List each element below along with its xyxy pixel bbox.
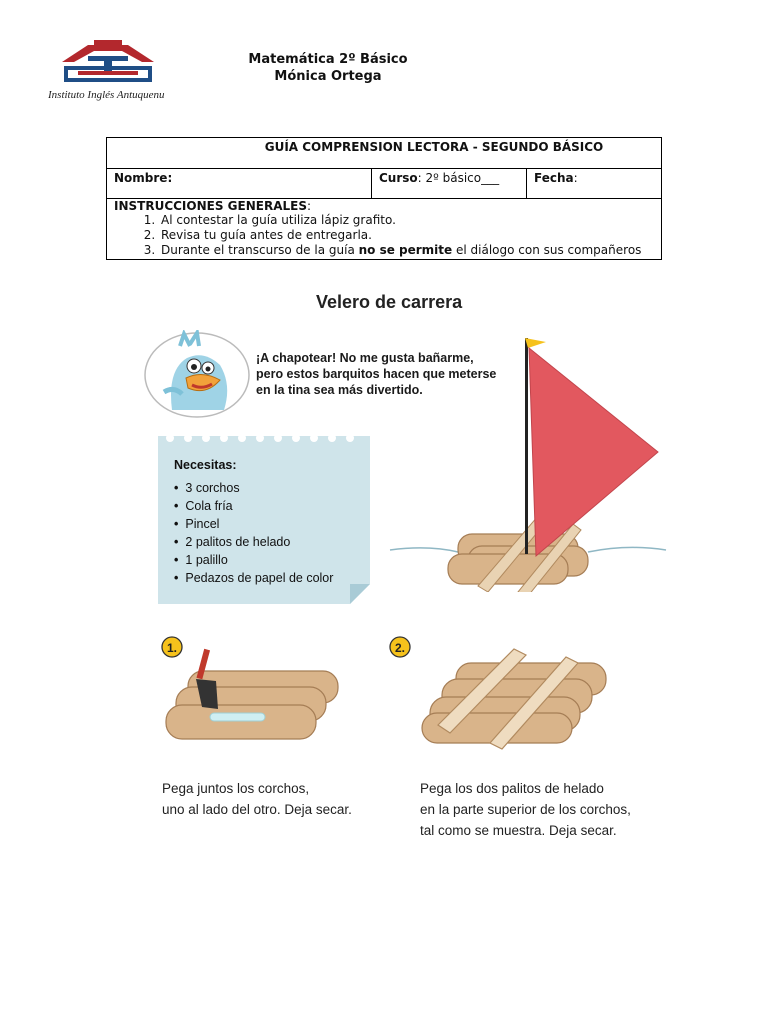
school-logo (58, 38, 158, 84)
material-item: • 3 corchos (174, 479, 333, 497)
course-field[interactable] (372, 169, 527, 199)
instructions-cell (107, 199, 662, 260)
material-item: • 1 palillo (174, 551, 333, 569)
teacher-name: Mónica Ortega (274, 69, 382, 84)
activity-title: Velero de carrera (316, 292, 463, 312)
date-value: : (573, 171, 578, 185)
instruction-item: 2. Revisa tu guía antes de entregarla. (159, 228, 654, 243)
step2-illustration (386, 635, 626, 755)
materials-list (174, 479, 333, 587)
date-label: Fecha (534, 171, 574, 185)
sailboat-illustration (388, 330, 668, 592)
step1-illustration (158, 635, 358, 755)
caption-line: Pega los dos palitos de helado (420, 781, 604, 796)
step1-number: 1. (166, 641, 178, 655)
guide-title-cell (107, 138, 662, 169)
caption-line: Pega juntos los corchos, (162, 781, 310, 796)
material-item: • Pedazos de papel de color (174, 569, 333, 587)
step2-caption (420, 778, 631, 841)
course-label: Curso (379, 171, 418, 185)
step2-number: 2. (394, 641, 406, 655)
instruction-emphasis: no se permite (358, 243, 453, 257)
name-field[interactable] (107, 169, 372, 199)
material-item: • 2 palitos de helado (174, 533, 333, 551)
subject-title: Matemática 2º Básico (248, 52, 408, 67)
material-item: • Pincel (174, 515, 333, 533)
instructions-list (114, 213, 654, 258)
speech-line: en la tina sea más divertido. (256, 383, 423, 397)
caption-line: tal como se muestra. Deja secar. (420, 823, 617, 838)
instruction-item (159, 243, 654, 258)
speech-line: pero estos barquitos hacen que meterse (256, 367, 497, 381)
document-header (228, 51, 428, 85)
course-value: : 2º básico___ (417, 171, 500, 185)
instructions-title: INSTRUCCIONES GENERALES (114, 199, 307, 213)
guide-title: GUÍA COMPRENSION LECTORA - SEGUNDO BÁSICO (264, 140, 604, 154)
speech-line: ¡A chapotear! No me gusta bañarme, (256, 351, 474, 365)
date-field[interactable] (527, 169, 662, 199)
instructions-colon: : (306, 199, 312, 213)
step1-caption (162, 778, 352, 820)
instruction-text: el diálogo con sus compañeros (452, 243, 642, 257)
name-label: Nombre: (114, 171, 173, 185)
materials-title: Necesitas: (174, 458, 237, 472)
logo-caption: Instituto Inglés Antuquenu (48, 89, 165, 101)
caption-line: uno al lado del otro. Deja secar. (162, 802, 352, 817)
instruction-text: Durante el transcurso de la guía (161, 243, 359, 257)
caption-line: en la parte superior de los corchos, (420, 802, 631, 817)
material-item: • Cola fría (174, 497, 333, 515)
instruction-item: 1. Al contestar la guía utiliza lápiz grafito. (159, 213, 654, 228)
guide-info-table (106, 137, 662, 260)
bird-illustration (142, 330, 252, 420)
